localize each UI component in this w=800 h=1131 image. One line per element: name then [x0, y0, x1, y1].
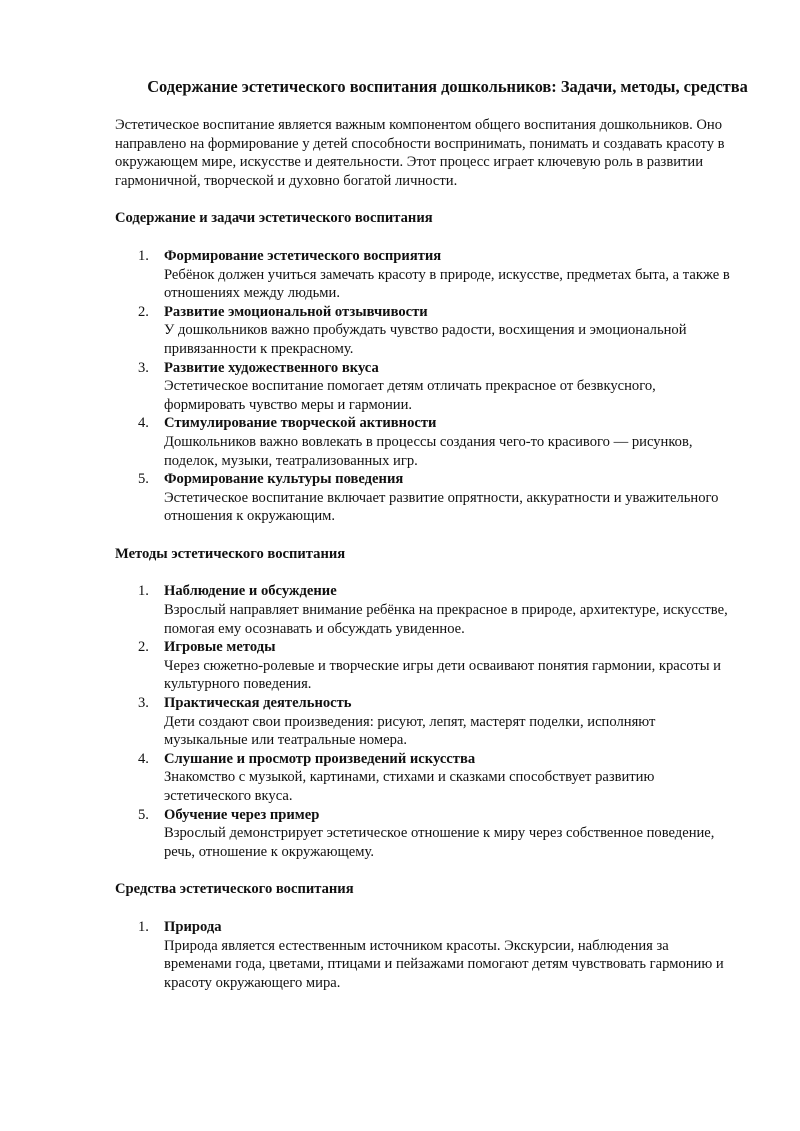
item-number: 2.	[138, 303, 149, 320]
section-methods	[115, 545, 732, 862]
numbered-list	[115, 247, 732, 526]
item-heading: Стимулирование творческой активности	[164, 415, 437, 432]
section-means	[115, 880, 732, 992]
list-item	[115, 638, 732, 694]
item-text: Природа является естественным источником красоты. Экскурсии, наблюдения за временами года, цветами, птицами и пейзажами помогают детям чувствовать гармонию и красоту окружающего мира.	[164, 937, 724, 991]
item-text: Через сюжетно-ролевые и творческие игры дети осваивают понятия гармонии, красоты и культурного поведения.	[164, 657, 721, 693]
item-heading: Развитие эмоциональной отзывчивости	[164, 303, 428, 320]
list-item	[115, 750, 732, 806]
item-heading: Обучение через пример	[164, 806, 320, 823]
item-heading: Развитие художественного вкуса	[164, 359, 379, 376]
list-item	[115, 414, 732, 470]
item-number: 5.	[138, 806, 149, 823]
item-number: 3.	[138, 695, 149, 712]
item-heading: Формирование эстетического восприятия	[164, 247, 442, 264]
item-text: Дети создают свои произведения: рисуют, лепят, мастерят поделки, исполняют музыкальные или театральные номера.	[164, 713, 656, 749]
item-heading: Игровые методы	[164, 639, 276, 656]
item-text: Эстетическое воспитание включает развитие опрятности, аккуратности и уважительного отношения к окружающим.	[164, 489, 719, 525]
section-content-tasks	[115, 209, 732, 526]
numbered-list	[115, 582, 732, 861]
item-number: 1.	[138, 247, 149, 264]
list-item	[115, 359, 732, 415]
item-text: У дошкольников важно пробуждать чувство радости, восхищения и эмоциональной привязанности к прекрасному.	[164, 322, 687, 357]
item-heading: Формирование культуры поведения	[164, 471, 404, 488]
document-title: Содержание эстетического воспитания дошкольников: Задачи, методы, средства	[147, 77, 748, 96]
item-heading: Природа	[164, 918, 222, 935]
section-heading: Содержание и задачи эстетического воспитания	[115, 210, 433, 227]
section-heading: Методы эстетического воспитания	[115, 545, 346, 562]
item-text: Знакомство с музыкой, картинами, стихами и сказками способствует развитию эстетического вкуса.	[164, 769, 655, 804]
item-text: Ребёнок должен учиться замечать красоту в природе, искусстве, предметах быта, а также в отношениях между людьми.	[164, 266, 730, 302]
intro-paragraph: Эстетическое воспитание является важным компонентом общего воспитания дошкольников. Оно направлено на формирование у детей способности воспринимать, понимать и создавать красоту в окружающем мире, искусстве и деятельности. Этот процесс играет ключевую роль в развитии гармоничной, творческой и духовно богатой личности.	[115, 117, 725, 189]
list-item	[115, 694, 732, 750]
item-text: Дошкольников важно вовлекать в процессы создания чего-то красивого — рисунков, поделок, музыки, театрализованных игр.	[164, 433, 693, 469]
list-item	[115, 303, 732, 359]
item-number: 2.	[138, 639, 149, 656]
section-heading: Средства эстетического воспитания	[115, 881, 354, 898]
item-number: 4.	[138, 750, 149, 767]
item-text: Эстетическое воспитание помогает детям отличать прекрасное от безвкусного, формировать чувство меры и гармонии.	[164, 378, 656, 413]
list-item	[115, 247, 732, 303]
list-item	[115, 918, 732, 992]
item-number: 1.	[138, 583, 149, 600]
item-number: 4.	[138, 415, 149, 432]
list-item	[115, 806, 732, 862]
item-number: 1.	[138, 918, 149, 935]
item-heading: Слушание и просмотр произведений искусства	[164, 750, 476, 767]
item-number: 3.	[138, 359, 149, 376]
list-item	[115, 470, 732, 526]
item-number: 5.	[138, 471, 149, 488]
item-text: Взрослый демонстрирует эстетическое отношение к миру через собственное поведение, речь, отношение к окружающему.	[164, 825, 715, 860]
item-text: Взрослый направляет внимание ребёнка на прекрасное в природе, архитектуре, искусстве, помогая ему осознавать и обсуждать увиденное.	[164, 602, 728, 637]
numbered-list	[115, 918, 732, 992]
list-item	[115, 582, 732, 638]
item-heading: Практическая деятельность	[164, 695, 352, 712]
item-heading: Наблюдение и обсуждение	[164, 583, 337, 600]
